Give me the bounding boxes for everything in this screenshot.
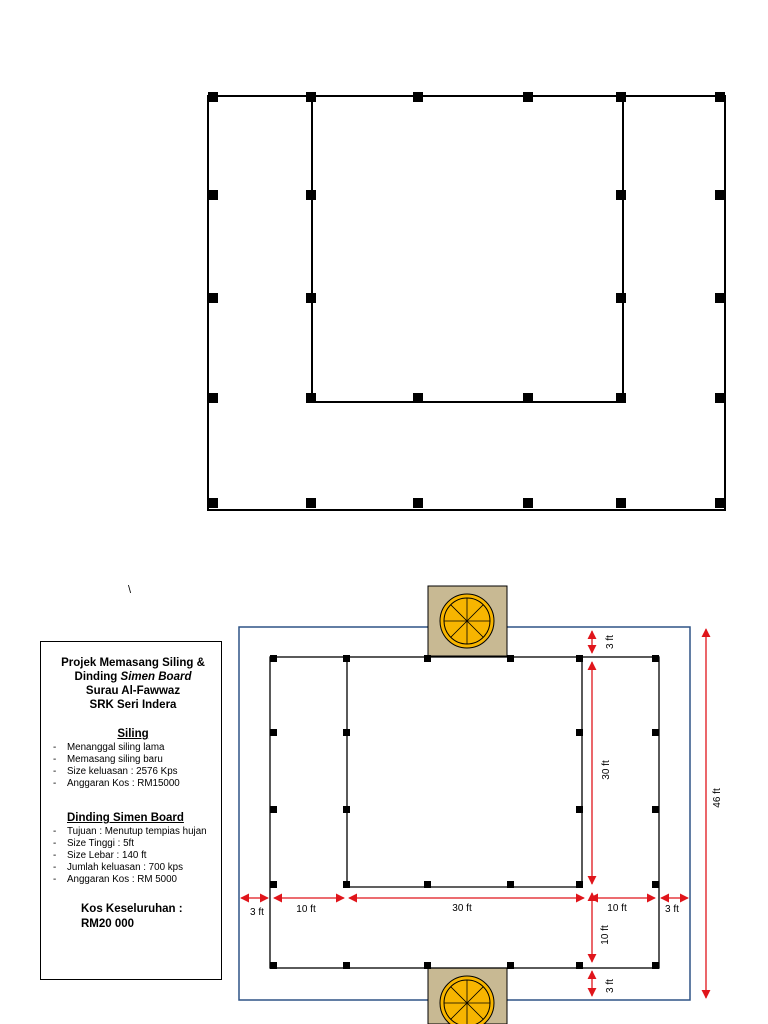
column: [413, 92, 423, 102]
column: [715, 92, 725, 102]
label-center-span: 30 ft: [452, 903, 472, 914]
siling-heading: Siling: [117, 728, 149, 740]
column: [208, 92, 218, 102]
dimension-labels: [250, 635, 723, 993]
column: [523, 92, 533, 102]
dinding-list: [51, 826, 215, 886]
bottom-plan-inner-wall: [347, 657, 582, 887]
outer-boundary: [239, 627, 690, 1000]
list-item: - Size Lebar : 140 ft: [51, 850, 215, 862]
column: [208, 498, 218, 508]
dinding-heading: Dinding Simen Board: [67, 812, 184, 824]
column: [715, 393, 725, 403]
column: [208, 190, 218, 200]
list-item: - Tujuan : Menutup tempias hujan: [51, 826, 215, 838]
stray-mark: \: [128, 584, 132, 596]
legend-title: Projek Memasang Siling & Dinding Simen Board Surau Al-Fawwaz SRK Seri Indera: [61, 657, 205, 711]
list-item: - Size Tinggi : 5ft: [51, 838, 215, 850]
siling-list: [51, 742, 215, 790]
label-left-bay: 10 ft: [296, 904, 316, 915]
list-item: - Jumlah keluasan : 700 kps: [51, 862, 215, 874]
list-item: - Menanggal siling lama: [51, 742, 215, 754]
column: [715, 190, 725, 200]
column: [208, 293, 218, 303]
column: [306, 393, 316, 403]
top-floor-plan: [208, 96, 725, 510]
column: [616, 92, 626, 102]
label-right-margin: 3 ft: [665, 904, 679, 915]
bottom-floor-plan: [270, 657, 659, 968]
total-cost: Kos Keseluruhan : RM20 000: [81, 903, 183, 930]
label-left-margin: 3 ft: [250, 907, 264, 918]
bottom-plan-outer-wall: [270, 657, 659, 968]
column: [523, 498, 533, 508]
top-plan-inner-wall: [312, 96, 623, 402]
column: [616, 498, 626, 508]
column: [413, 393, 423, 403]
column: [306, 190, 316, 200]
top-plan-outer-wall: [208, 96, 725, 510]
list-item: - Anggaran Kos : RM15000: [51, 778, 215, 790]
dimension-lines: [241, 629, 706, 998]
column: [523, 393, 533, 403]
column: [715, 293, 725, 303]
list-item: - Anggaran Kos : RM 5000: [51, 874, 215, 886]
label-lower-bay: 10 ft: [600, 925, 611, 945]
list-item: - Size keluasan : 2576 Kps: [51, 766, 215, 778]
column: [616, 393, 626, 403]
top-plan-columns: [208, 92, 725, 508]
water-tank-bottom: [428, 968, 507, 1024]
column: [306, 498, 316, 508]
label-top-margin: 3 ft: [605, 635, 616, 649]
project-legend-box: [40, 641, 222, 980]
column: [306, 92, 316, 102]
label-overall-height: 46 ft: [712, 788, 723, 808]
bottom-plan-columns: [270, 655, 659, 969]
list-item: - Memasang siling baru: [51, 754, 215, 766]
column: [616, 293, 626, 303]
column: [306, 293, 316, 303]
column: [413, 498, 423, 508]
column: [616, 190, 626, 200]
label-bottom-margin: 3 ft: [605, 979, 616, 993]
water-tank-top: [428, 586, 507, 656]
column: [715, 498, 725, 508]
column: [208, 393, 218, 403]
label-right-bay: 10 ft: [607, 903, 627, 914]
label-inner-height: 30 ft: [601, 760, 612, 780]
